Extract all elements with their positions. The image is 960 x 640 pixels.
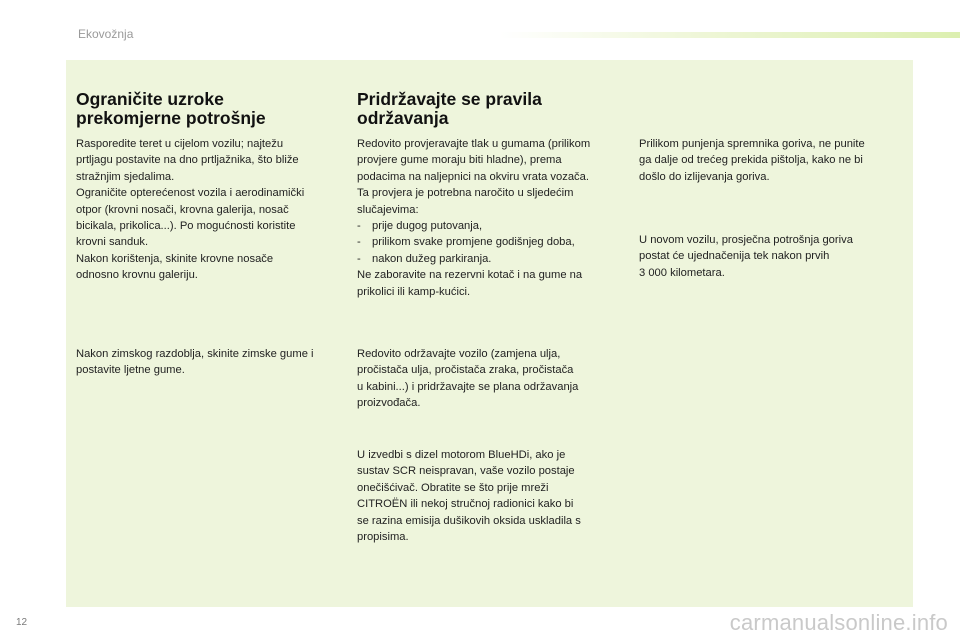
header-gradient-bar <box>500 32 960 38</box>
text-line: Ograničite opterećenost vozila i aerodinamički <box>76 187 305 200</box>
column-2-paragraph-3 <box>357 447 622 545</box>
text-line: U izvedbi s dizel motorom BlueHDi, ako je <box>357 449 566 461</box>
text-line: postat će ujednačenija tek nakon prvih <box>639 250 830 263</box>
list-item: - nakon dužeg parkiranja. <box>357 251 622 267</box>
text-line: Rasporedite teret u cijelom vozilu; najtežu <box>76 138 284 150</box>
text-line: 3 000 kilometara. <box>639 266 725 279</box>
page-number: 12 <box>16 617 28 628</box>
column-1-paragraph-2 <box>76 346 348 379</box>
text-line: Nakon korištenja, skinite krovne nosače <box>76 252 274 265</box>
text-line: sustav SCR neispravan, vaše vozilo postaje <box>357 465 575 478</box>
column-1-paragraph-1 <box>76 136 348 284</box>
text-line: otpor (krovni nosači, krovna galerija, nosač <box>76 203 289 216</box>
text-line: proizvođača. <box>357 397 421 410</box>
text-line: U novom vozilu, prosječna potrošnja goriva <box>639 234 853 246</box>
column-3-paragraph-1 <box>639 136 901 185</box>
text-line: prtljagu postavite na dno prtljažnika, što bliže <box>76 154 299 167</box>
text-line: Ne zaboravite na rezervni kotač i na gume na <box>357 269 583 282</box>
text-line: onečišćivač. Obratite se što prije mreži <box>357 481 549 494</box>
list-item: - prilikom svake promjene godišnjeg doba, <box>357 234 622 250</box>
text-line: se razina emisija dušikovih oksida uskladila s <box>357 514 581 527</box>
text-line: krovni sanduk. <box>76 236 149 249</box>
column-2-paragraph-2 <box>357 346 622 412</box>
watermark-text: carmanualsonline.info <box>729 610 948 635</box>
text-line: pročistača ulja, pročistača zraka, pročistača <box>357 364 574 377</box>
text-line: slučajevima: <box>357 203 419 216</box>
text-line: bicikala, prikolica...). Po mogućnosti koristite <box>76 220 296 233</box>
text-line: Ta provjera je potrebna naročito u sljedećim <box>357 187 574 200</box>
text-line: podacima na naljepnici na okviru vrata vozača. <box>357 170 589 183</box>
text-line: ga dalje od trećeg prekida pištolja, kako ne bi <box>639 154 863 167</box>
list-item: - prije dugog putovanja, <box>357 218 622 234</box>
column-1-heading <box>76 90 348 128</box>
text-line: Redovito provjeravajte tlak u gumama (prilikom <box>357 138 591 150</box>
column-2-paragraph-1 <box>357 136 622 300</box>
text-line: postavite ljetne gume. <box>76 364 185 377</box>
text-line: CITROËN ili nekoj stručnoj radionici kako bi <box>357 498 574 511</box>
tire-check-list <box>357 218 622 267</box>
text-line: Prilikom punjenja spremnika goriva, ne punite <box>639 138 865 150</box>
heading-line: održavanja <box>357 108 449 128</box>
text-line: odnosno krovnu galeriju. <box>76 269 198 282</box>
text-line: u kabini...) i pridržavajte se plana održavanja <box>357 380 579 393</box>
text-line: provjere gume moraju biti hladne), prema <box>357 154 562 167</box>
text-line: prikolici ili kamp-kućici. <box>357 285 471 298</box>
text-line: Redovito održavajte vozilo (zamjena ulja, <box>357 348 561 360</box>
heading-line: Ograničite uzroke <box>76 89 224 109</box>
heading-line: Pridržavajte se pravila <box>357 89 542 109</box>
text-line: stražnjim sjedalima. <box>76 170 175 183</box>
section-title: Ekovožnja <box>78 27 134 41</box>
text-line: došlo do izlijevanja goriva. <box>639 170 770 183</box>
heading-line: prekomjerne potrošnje <box>76 108 266 128</box>
text-line: Nakon zimskog razdoblja, skinite zimske gume i <box>76 348 314 360</box>
column-2-heading <box>357 90 622 128</box>
column-3-paragraph-2 <box>639 232 901 281</box>
text-line: propisima. <box>357 531 409 544</box>
